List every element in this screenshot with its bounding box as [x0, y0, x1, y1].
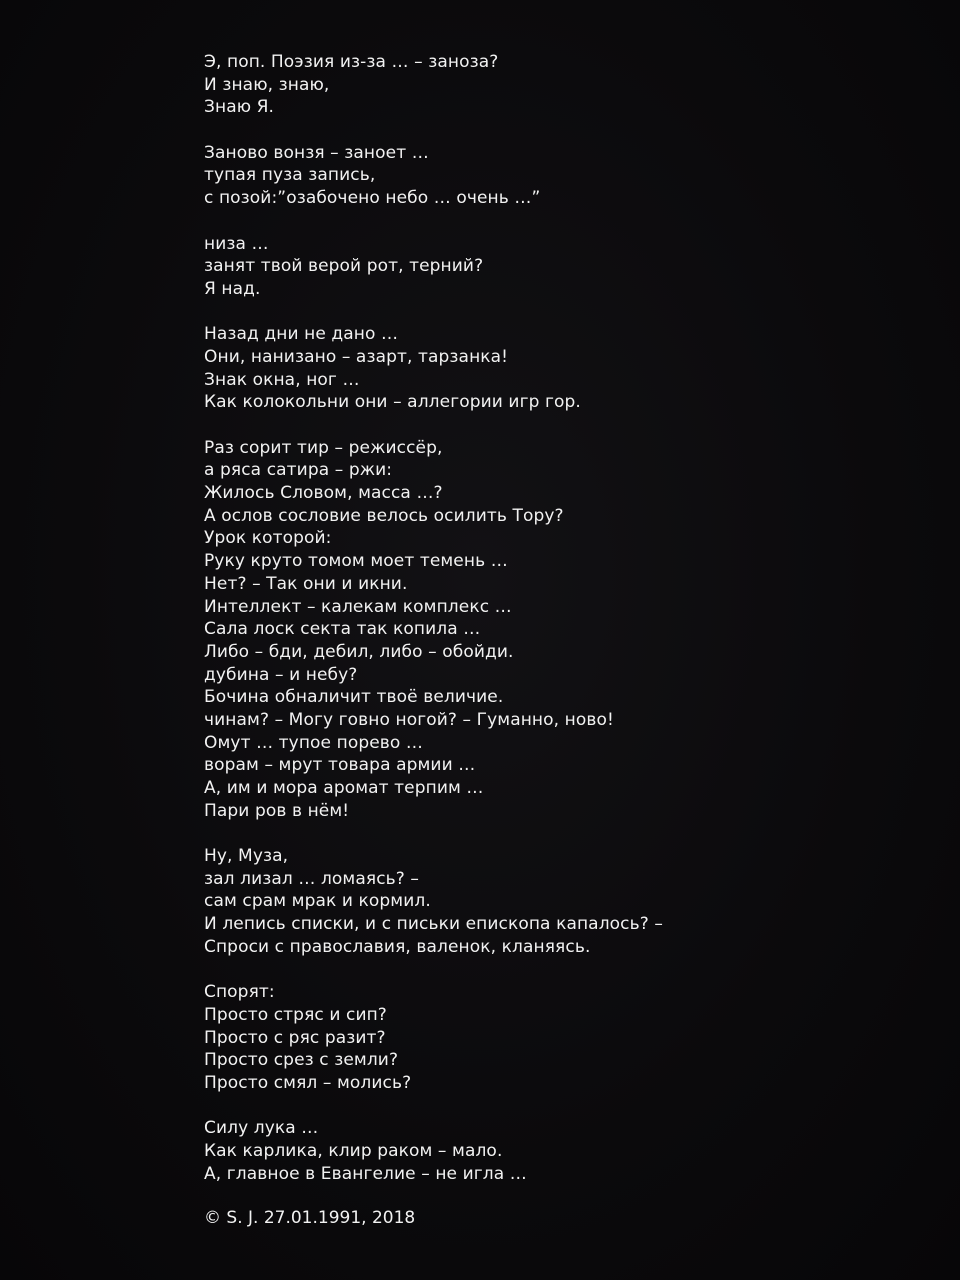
poem-line: Омут … тупое порево … — [204, 732, 424, 753]
copyright-note: © S. J. 27.01.1991, 2018 — [204, 1208, 416, 1228]
poem-line: с позой:”озабочено небо … очень …” — [204, 188, 541, 209]
stanza — [204, 437, 904, 823]
poem-line: Силу лука … — [204, 1118, 319, 1139]
poem-line: Они, нанизано – азарт, тарзанка! — [204, 346, 509, 367]
poem-line: Заново вонзя – заноет … — [204, 142, 429, 163]
stanza — [204, 323, 904, 414]
poem-line: Либо – бди, дебил, либо – обойди. — [204, 641, 514, 662]
poem-line: Назад дни не дано … — [204, 324, 399, 345]
stanza — [204, 981, 904, 1094]
poem-line: А, им и мора аромат терпим … — [204, 778, 484, 798]
poem-line: Жилось Словом, масса …? — [204, 483, 443, 504]
poem-line: а ряса сатира – ржи: — [204, 460, 393, 481]
poem-line: дубина – и небу? — [204, 664, 358, 685]
poem-line: Ну, Муза, — [204, 846, 289, 867]
poem-line: Спроси с православия, валенок, кланяясь. — [204, 936, 591, 957]
poem-line: Бочина обналичит твоё величие. — [204, 687, 504, 708]
poem-line: Спорят: — [204, 982, 275, 1003]
poem-line: зал лизал … ломаясь? – — [204, 868, 419, 889]
poem-line: И знаю, знаю, — [204, 74, 330, 95]
poem-line: Знак окна, ног … — [204, 369, 360, 390]
stanza — [204, 233, 904, 301]
poem-line: Нет? – Так они и икни. — [204, 573, 408, 594]
poem-line: чинам? – Могу говно ногой? – Гуманно, ново! — [204, 709, 614, 730]
poem-line: Я над. — [204, 278, 261, 299]
poem-line: Руку круто томом моет темень … — [204, 551, 508, 572]
poem-line: низа … — [204, 233, 269, 254]
stanza — [204, 51, 904, 119]
poem-line: Пари ров в нём! — [204, 800, 350, 821]
poem-line: Просто с ряс разит? — [204, 1027, 386, 1048]
poem-body — [204, 51, 904, 1208]
poem-line: Урок которой: — [204, 528, 332, 549]
poem-line: Как колокольни они – аллегории игр гор. — [204, 392, 581, 413]
poem-line: Сала лоск секта так копила … — [204, 619, 481, 640]
poem-line: Просто смял – молись? — [204, 1072, 412, 1093]
poem-line: А, главное в Евангелие – не игла … — [204, 1163, 527, 1184]
poem-line: Знаю Я. — [204, 97, 275, 118]
stanza — [204, 845, 904, 958]
stanza — [204, 142, 904, 210]
stanza — [204, 1117, 904, 1185]
poem-line: Просто срез с земли? — [204, 1050, 399, 1071]
poem-line: занят твой верой рот, терний? — [204, 256, 484, 277]
poem-line: тупая пуза запись, — [204, 165, 376, 186]
poem-line: Просто стряс и сип? — [204, 1004, 387, 1025]
poem-line: сам срам мрак и кормил. — [204, 891, 431, 912]
poem-line: Интеллект – калекам комплекс … — [204, 596, 512, 617]
poem-line: Как карлика, клир раком – мало. — [204, 1141, 503, 1161]
poem-line: Э, поп. Поэзия из-за … – заноза? — [204, 52, 499, 72]
poem-line: А ослов сословие велось осилить Тору? — [204, 505, 564, 526]
poem-line: И лепись списки, и с письки епископа капалось? – — [204, 914, 663, 935]
poem-line: ворам – мрут товара армии … — [204, 755, 476, 776]
poem-line: Раз сорит тир – режиссёр, — [204, 437, 443, 458]
